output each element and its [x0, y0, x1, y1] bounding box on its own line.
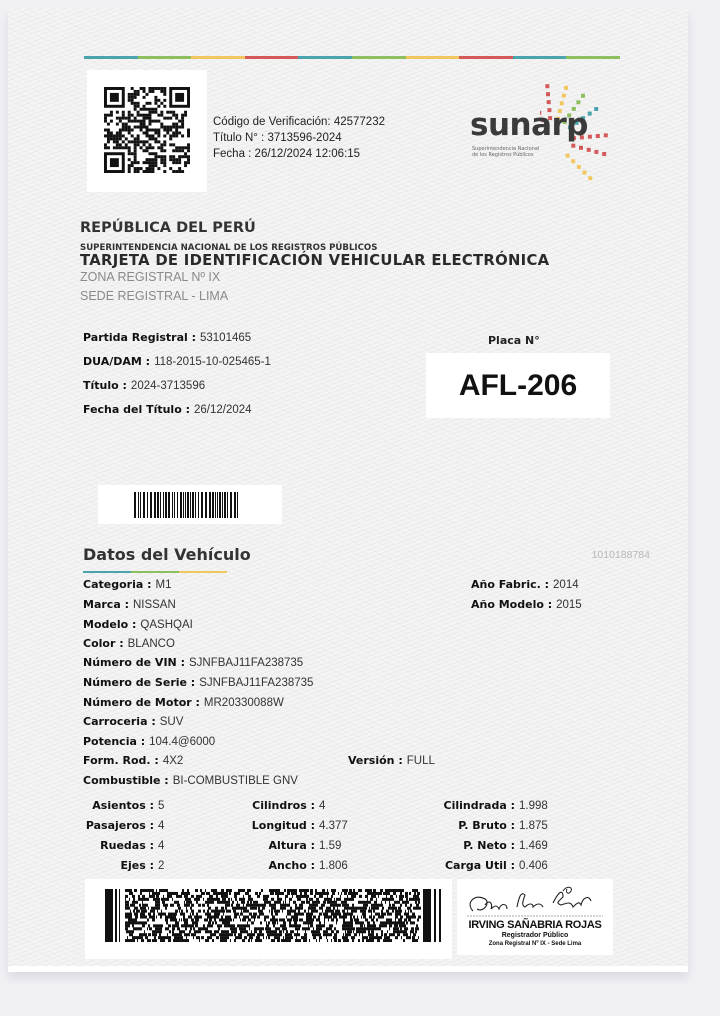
formrod-value: 4X2	[162, 755, 184, 767]
spec-value-wrap	[515, 819, 548, 832]
spec-label: Altura :	[268, 839, 315, 852]
marca-value: NISSAN	[132, 599, 176, 611]
stripe-segment	[513, 56, 567, 59]
qr-code-icon	[104, 87, 190, 173]
logo-subtitle-line1: Superintendencia Nacional	[472, 146, 540, 152]
qr-code-box	[87, 70, 207, 192]
section-underline	[83, 571, 227, 573]
underline-segment	[83, 571, 131, 573]
titulo-row	[83, 379, 205, 392]
spec-value-wrap	[515, 799, 548, 812]
combustible-value: BI-COMBUSTIBLE GNV	[172, 775, 298, 787]
stripe-segment	[138, 56, 192, 59]
stripe-segment	[406, 56, 460, 59]
signature-block	[457, 879, 613, 955]
modelo-label: Modelo :	[83, 618, 137, 631]
color-label: Color :	[83, 637, 124, 650]
vin-row	[83, 656, 303, 669]
country-heading: REPÚBLICA DEL PERÚ	[80, 220, 256, 236]
spec-value: 1.875	[519, 820, 548, 832]
modelo-row	[83, 618, 193, 631]
partida-value: 53101465	[200, 332, 252, 344]
spec-label: Carga Util :	[444, 859, 515, 872]
serie-label: Número de Serie :	[83, 676, 196, 689]
motor-label: Número de Motor :	[83, 696, 200, 709]
spec-value: 1.469	[519, 840, 548, 852]
spec-value: 1.59	[319, 840, 342, 852]
spec-label: Asientos :	[92, 799, 154, 812]
spec-label: Cilindrada :	[443, 799, 515, 812]
verification-date: Fecha : 26/12/2024 12:06:15	[213, 148, 361, 160]
placa-label: Placa N°	[488, 334, 540, 347]
anio-fabric-label: Año Fabric. :	[471, 578, 550, 591]
spec-label: P. Bruto :	[458, 819, 515, 832]
anio-fabric-value: 2014	[553, 579, 579, 591]
combustible-label: Combustible :	[83, 774, 169, 787]
dua-row	[83, 355, 271, 368]
partida-row	[83, 331, 251, 344]
stripe-segment	[566, 56, 620, 59]
partida-label: Partida Registral :	[83, 331, 196, 344]
potencia-value: 104.4@6000	[149, 736, 216, 748]
verification-block	[213, 114, 385, 162]
spec-value: 1.998	[519, 800, 548, 812]
section-title-vehiculo: Datos del Vehículo	[83, 545, 251, 564]
serie-value: SJNFBAJ11FA238735	[199, 677, 314, 689]
spec-label: Ruedas :	[100, 839, 154, 852]
spec-value: 2	[158, 860, 165, 872]
carroceria-label: Carroceria :	[83, 715, 156, 728]
categoria-label: Categoria :	[83, 578, 152, 591]
stripe-segment	[191, 56, 245, 59]
spec-label: P. Neto :	[463, 839, 515, 852]
potencia-label: Potencia :	[83, 735, 146, 748]
fecha-titulo-row	[83, 403, 252, 416]
underline-segment	[131, 571, 179, 573]
spec-row	[8, 859, 515, 872]
spec-row	[8, 839, 515, 852]
spec-label: Longitud :	[251, 819, 315, 832]
barcode-box	[98, 485, 282, 524]
serie-row	[83, 676, 313, 689]
barcode-icon	[134, 492, 239, 518]
document-number: 1010188784	[591, 549, 650, 561]
categoria-value: M1	[155, 579, 172, 591]
color-row	[83, 637, 175, 650]
marca-row	[83, 598, 176, 611]
document-title: TARJETA DE IDENTIFICACIÓN VEHICULAR ELECTRÓNICA	[80, 252, 550, 269]
spec-value-wrap	[515, 839, 548, 852]
signer-zone: Zona Registral Nº IX - Sede Lima	[488, 941, 582, 947]
version-label: Versión :	[348, 754, 403, 767]
marca-label: Marca :	[83, 598, 129, 611]
dua-label: DUA/DAM :	[83, 355, 151, 368]
carroceria-value: SUV	[159, 716, 184, 728]
dua-value: 118-2015-10-025465-1	[154, 356, 271, 368]
underline-segment	[179, 571, 227, 573]
verification-title-number: Título N° : 3713596-2024	[213, 132, 342, 144]
vin-label: Número de VIN :	[83, 656, 185, 669]
signature-icon	[463, 883, 607, 921]
anio-modelo-value: 2015	[556, 599, 582, 611]
logo-wordmark: sunarp	[470, 107, 588, 143]
spec-value: 0.406	[519, 860, 548, 872]
vehicle-id-card	[8, 8, 688, 972]
logo-subtitle-line2: de los Registros Públicos	[472, 152, 534, 158]
motor-row	[83, 696, 284, 709]
verification-code: Código de Verificación: 42577232	[213, 116, 385, 128]
placa-box	[426, 353, 610, 418]
spec-value: 1.806	[319, 860, 348, 872]
combustible-row	[83, 774, 298, 787]
fecha-titulo-label: Fecha del Título :	[83, 403, 190, 416]
color-stripe	[84, 56, 620, 59]
version-row	[348, 754, 435, 767]
spec-label: Ancho :	[268, 859, 315, 872]
pdf417-barcode-icon	[105, 889, 445, 942]
spec-label: Pasajeros :	[85, 819, 154, 832]
signer-role: Registrador Público	[501, 932, 569, 939]
stripe-segment	[459, 56, 513, 59]
spec-value: 4	[158, 840, 165, 852]
spec-label: Ejes :	[120, 859, 154, 872]
stripe-segment	[84, 56, 138, 59]
stripe-segment	[298, 56, 352, 59]
carroceria-row	[83, 715, 183, 728]
modelo-value: QASHQAI	[140, 619, 193, 631]
fecha-titulo-value: 26/12/2024	[194, 404, 252, 416]
zona-registral: ZONA REGISTRAL Nº IX	[80, 270, 221, 284]
agency-heading: SUPERINTENDENCIA NACIONAL DE LOS REGISTROS PÚBLICOS	[80, 243, 378, 253]
spec-value: 4.377	[319, 820, 348, 832]
color-value: BLANCO	[127, 638, 175, 650]
categoria-row	[83, 578, 171, 591]
titulo-value: 2024-3713596	[130, 380, 206, 392]
placa-value: AFL-206	[458, 368, 578, 402]
anio-fabric-row	[471, 578, 579, 591]
sunarp-logo	[470, 82, 628, 182]
vin-value: SJNFBAJ11FA238735	[188, 657, 304, 669]
logo-subtitle	[472, 146, 562, 158]
anio-modelo-row	[471, 598, 582, 611]
spec-value-wrap	[515, 859, 548, 872]
spec-row	[8, 799, 515, 812]
spec-value: 4	[158, 820, 165, 832]
potencia-row	[83, 735, 215, 748]
motor-value: MR20330088W	[203, 697, 284, 709]
anio-modelo-label: Año Modelo :	[471, 598, 553, 611]
version-value: FULL	[406, 755, 435, 767]
signer-name: IRVING SAÑABRIA ROJAS	[468, 919, 602, 931]
sede-registral: SEDE REGISTRAL - LIMA	[80, 289, 229, 303]
stripe-segment	[352, 56, 406, 59]
titulo-label: Título :	[83, 379, 127, 392]
stripe-segment	[245, 56, 299, 59]
pdf417-box	[85, 879, 452, 959]
spec-label: Cilindros :	[252, 799, 315, 812]
formrod-label: Form. Rod. :	[83, 754, 159, 767]
spec-value: 4	[319, 800, 326, 812]
spec-value: 5	[158, 800, 165, 812]
formrod-row	[83, 754, 183, 767]
spec-row	[8, 819, 515, 832]
